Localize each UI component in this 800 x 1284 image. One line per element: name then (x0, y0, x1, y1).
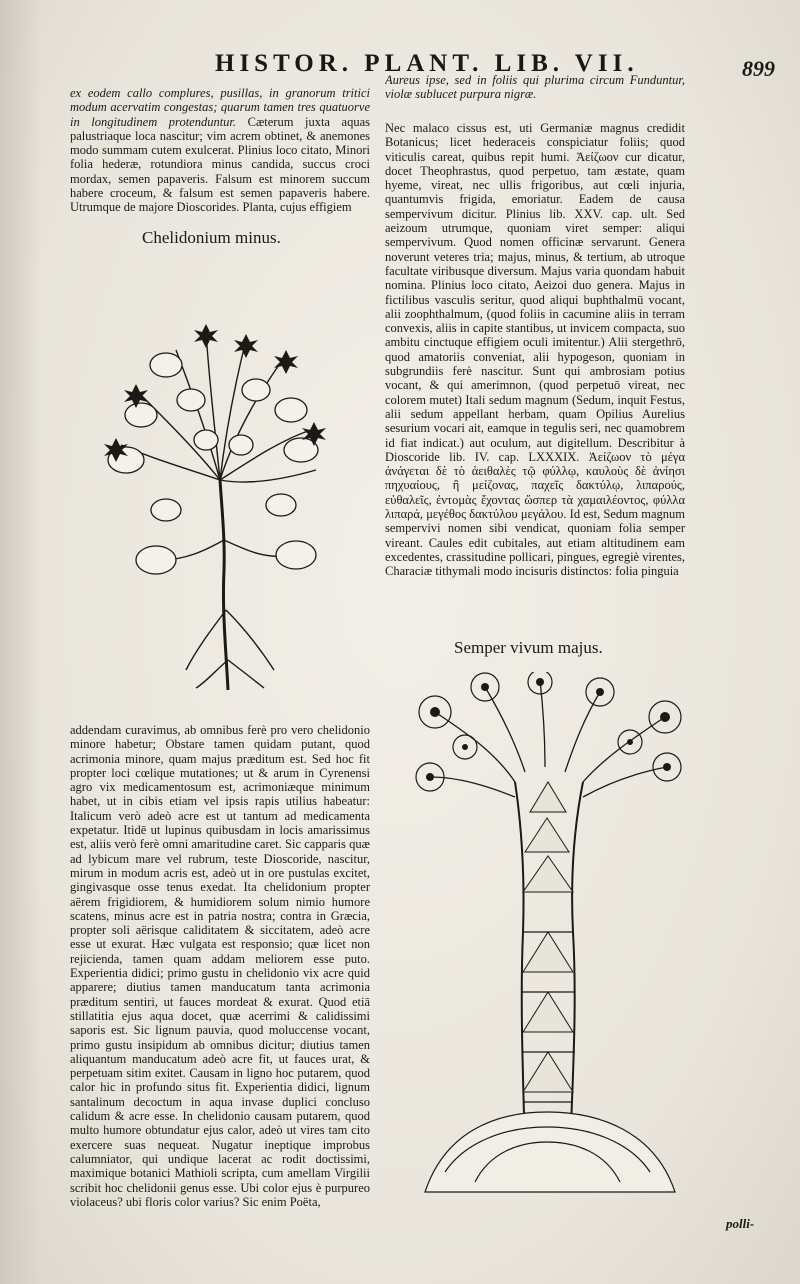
gutter-shadow (0, 0, 42, 1284)
left-top-text: Cæterum juxta aquas palustriaque loca nascitur; vim acrem obtinet, & anemones modo summam cutem exulcerat. Plinius loco citato, Minori folia hederæ, rotundiora minus candida, succus croci mordax, semen papaveris. Falsum est minorem succum habere croceum, & falsum est semen papaveris habere. Utrumque de majore Dioscorides. Planta, cujus effigiem (70, 114, 370, 215)
caption-chelidonium-minus: Chelidonium minus. (142, 228, 281, 247)
catchword: polli- (726, 1216, 755, 1231)
running-head: HISTOR. PLANT. LIB. VII. (215, 50, 639, 77)
left-bottom-text: addendam curavimus, ab omnibus ferè pro vero chelidonio minore habetur; Obstare tamen quidam putant, quod acrimonia minore, quam majus præditum est. Sed hoc fit propter loci cœlique mutationes; ut & arum in Cyrenensi agro vix medicamentosum est, acrimoniæque minimum habet, ut in cibis etiam vel ipsis rapis utilius habeatur: Italicum verò adeò acre est ut tantum ad medicamenta expetatur. Itidē ut lupinus quibusdam in locis amarissimus est, aliis verò ferè omni amaritudine caret. Sic capparis quæ ad lybicum mare vel rubrum, teste Dioscoride, nascitur, mirum in modum acris est, adeò ut in ore pustulas excitet, gingivasque osse tenus exedat. Ita chelidonium propter aërem frigidiorem, & humidiorem solum nimio humore scatens, minus acre est in patria nostra; contra in Græcia, propter soli aërisque caliditatem & siccitatem, adeò acre esse ut exurat. Hæc vulgata est responsio; quæ licet non rejicienda, tamen quam addam meliorem esse puto. Experientia didici; primo gustu in chelidonio vix acre quid apparere; diutius tamen manducatum tanta acrimonia præditum sentiri, ut fauces mordeat & exurat. Quod etiā stillatitia ejus aqua docet, quæ acerrimi & calidissimi saporis est. Sic lignum pauvia, quod moluccense vocant, primo gustu insipidum ab omnibus dicitur; diutius tamen aliquantum manducatum adeò acre fit, ut fauces urat, & perpetuam sitim exitet. Causam in ligno hoc putarem, quod calor hic in profundo situs fit. Experientia didici, lignum santalinum decoctum in aqua invase duplici concluso calidum & acre esse. In chelidonio causam putarem, quod multo humore obtundatur ejus calor, adeò ut vires tam cito exercere suas nequeat. Nugatur ineptique improbus calumniator, qui undique lacerat ac rodit doctissimi, maximique botanici Mathioli scripta, cum amellam Virgilii scribit hoc chelidonii genus esse. Ubi color ejus è purpureo violaceus? ubi floris color varius? Sic enim Poëta, (70, 723, 370, 1209)
left-column-top (70, 86, 370, 228)
chelidonium-minus-woodcut (96, 310, 336, 690)
page-number: 899 (742, 56, 775, 81)
right-column-top (385, 73, 685, 113)
right-main-text: Nec malaco cissus est, uti Germaniæ magnus credidit Botanicus; licet hederaceis conspiciatur foliis; quod viticulis careat, quibus repit humi. Ἀείζωον cur dicatur, docet Theophrastus, quod perpetuo, tam æstate, quam hyeme, vireat, nec ullis frigoribus, aut cœli injuria, quantumvis frigida, emoriatur. Eadem de causa sempervivum dicitur. Plinius lib. XXV. cap. ult. Sed aeizoum utrumque, quoniam viret semper: aliqui sempervivum. Quod nomen officinæ servarunt. Genera noverunt veteres tria; majus, minus, & tertium, ab utroque facultate viribusque diversum. Majus varia quondam habuit nomina. Plinius loco citato, Aeizoi duo genera. Majus in fictilibus vasculis seritur, quod aliqui buphthalmū vocant, alii zoophthalmum, (quod foliis in cacumine aliis in terram convexis, aliis in capite stantibus, ut invicem compacta, suo ambitu cinctuque effigiem oculi imitentur.) Alii stergethrō, quod amatoriis conveniat, alii hypogeson, quoniam in subgrundiis ferè nascitur. Sunt qui ambrosiam potius vocant, & qui amerimnon, (quod perpetuō vireat, nec colorem mutet) Itali sedum magnum (Sedum, inquit Festus, alii sedum appellant herbam, quam Opilius Aurelius sesurium vocari ait, eamque in tegulis seri, nec quamobrem id fiat indicat.) aut oculum, aut digitellum. Describitur à Dioscoride lib. IV. cap. LXXXIX. Ἀείζωον τὸ μέγα ἀνάγεται δὲ τὸ ἀειθαλὲς τῷ φύλλῳ, καυλοὺς δὲ ἀνίησι πηχυαίους, ἢ μείζονας, παχεῖς δακτύλῳ, λιπαρούς, εὐθαλεῖς, ἐντομὰς ἔχοντας ὥσπερ τὰ χαμαιλέοντος, φύλλα λιπαρά, μεγέθος δακτύλου μεγάλου. Id est, Sedum magnum sempervivi nomen sibi vendicat, quoniam folia semper vireant. Caules edit cubitales, aut etiam altitudinem eam excedentes, crassitudine pollicari, pingues, egregiè virentes, Characiæ tithymali modo incisuris distinctos: folia pinguia (385, 121, 685, 579)
caption-sempervivum-majus: Semper vivum majus. (454, 638, 603, 657)
sempervivum-majus-woodcut (405, 672, 695, 1202)
right-top-italic: Aureus ipse, sed in foliis qui plurima circum Funduntur, violæ sublucet purpura nigræ. (385, 73, 685, 102)
left-column-bottom (70, 723, 370, 1218)
left-top-italic: ex eodem callo complures, pusillas, in granorum tritici modum acervatim congestas; quarum tamen tres quatuorve in longitudinem protenduntur. (70, 86, 370, 129)
right-column-main (385, 121, 685, 641)
